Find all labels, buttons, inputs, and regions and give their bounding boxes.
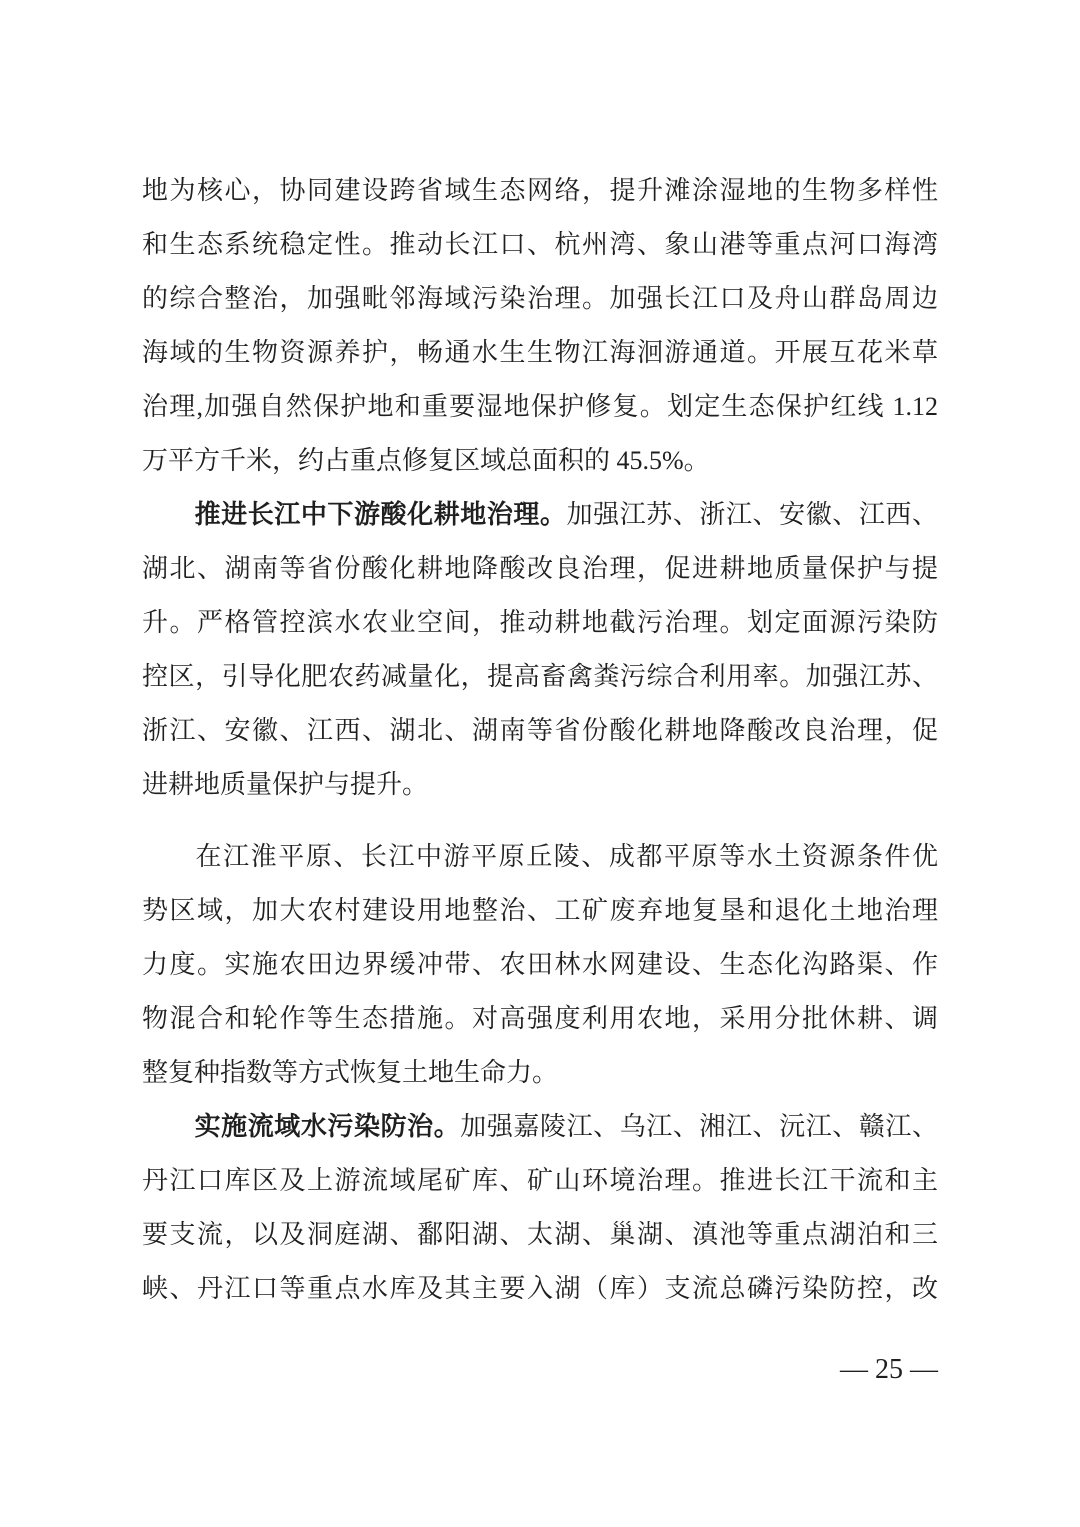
text-line	[142, 830, 938, 884]
line-text: 整复种指数等方式恢复土地生命力。	[142, 1058, 559, 1087]
text-line	[142, 884, 938, 938]
bold-lead-text: 实施流域水污染防治。	[194, 1112, 461, 1141]
line-text: 控区，引导化肥农药减量化，提高畜禽粪污综合利用率。加强江苏、	[142, 662, 938, 691]
text-line	[142, 1046, 938, 1100]
line-text: 在江淮平原、长江中游平原丘陵、成都平原等水土资源条件优	[194, 842, 938, 871]
line-text: 势区域，加大农村建设用地整治、工矿废弃地复垦和退化土地治理	[142, 896, 938, 925]
text-line	[142, 596, 938, 650]
line-text: 丹江口库区及上游流域尾矿库、矿山环境治理。推进长江干流和主	[142, 1166, 938, 1195]
para-coastal-wetland-continuation	[142, 164, 938, 488]
line-text: 加强嘉陵江、乌江、湘江、沅江、赣江、	[460, 1112, 938, 1141]
text-line	[142, 1262, 938, 1316]
line-text: 的综合整治，加强毗邻海域污染治理。加强长江口及舟山群岛周边	[142, 284, 938, 313]
line-text: 地为核心，协同建设跨省域生态网络，提升滩涂湿地的生物多样性	[142, 176, 938, 205]
bold-lead-text: 推进长江中下游酸化耕地治理。	[194, 500, 567, 529]
line-text: 加强江苏、浙江、安徽、江西、	[566, 500, 938, 529]
text-line	[142, 1100, 938, 1154]
line-text: 治理,加强自然保护地和重要湿地保护修复。划定生态保护红线 1.12	[142, 392, 938, 421]
para-watershed-water-pollution	[142, 1100, 938, 1316]
text-line	[142, 218, 938, 272]
para-land-consolidation	[142, 830, 938, 1100]
text-line	[142, 326, 938, 380]
text-line	[142, 650, 938, 704]
text-line	[142, 704, 938, 758]
text-line	[142, 1208, 938, 1262]
line-text: 浙江、安徽、江西、湖北、湖南等省份酸化耕地降酸改良治理，促	[142, 716, 938, 745]
text-line	[142, 542, 938, 596]
line-text: 峡、丹江口等重点水库及其主要入湖（库）支流总磷污染防控，改	[142, 1274, 938, 1303]
text-line	[142, 434, 938, 488]
text-line	[142, 938, 938, 992]
line-text: 万平方千米，约占重点修复区域总面积的 45.5%。	[142, 446, 710, 475]
text-line	[142, 992, 938, 1046]
line-text: 力度。实施农田边界缓冲带、农田林水网建设、生态化沟路渠、作	[142, 950, 938, 979]
para-acidified-farmland	[142, 488, 938, 812]
text-line	[142, 272, 938, 326]
line-text: 湖北、湖南等省份酸化耕地降酸改良治理，促进耕地质量保护与提	[142, 554, 938, 583]
line-text: 进耕地质量保护与提升。	[142, 770, 429, 799]
line-text: 和生态系统稳定性。推动长江口、杭州湾、象山港等重点河口海湾	[142, 230, 938, 259]
line-text: 升。严格管控滨水农业空间，推动耕地截污治理。划定面源污染防	[142, 608, 938, 637]
page-number: — 25 —	[840, 1354, 938, 1385]
text-line	[142, 164, 938, 218]
text-line	[142, 758, 938, 812]
line-text: 物混合和轮作等生态措施。对高强度利用农地，采用分批休耕、调	[142, 1004, 938, 1033]
text-line	[142, 380, 938, 434]
text-line	[142, 488, 938, 542]
text-line	[142, 1154, 938, 1208]
text-block	[142, 164, 938, 1316]
line-text: 海域的生物资源养护，畅通水生生物江海洄游通道。开展互花米草	[142, 338, 938, 367]
line-text: 要支流，以及洞庭湖、鄱阳湖、太湖、巢湖、滇池等重点湖泊和三	[142, 1220, 938, 1249]
